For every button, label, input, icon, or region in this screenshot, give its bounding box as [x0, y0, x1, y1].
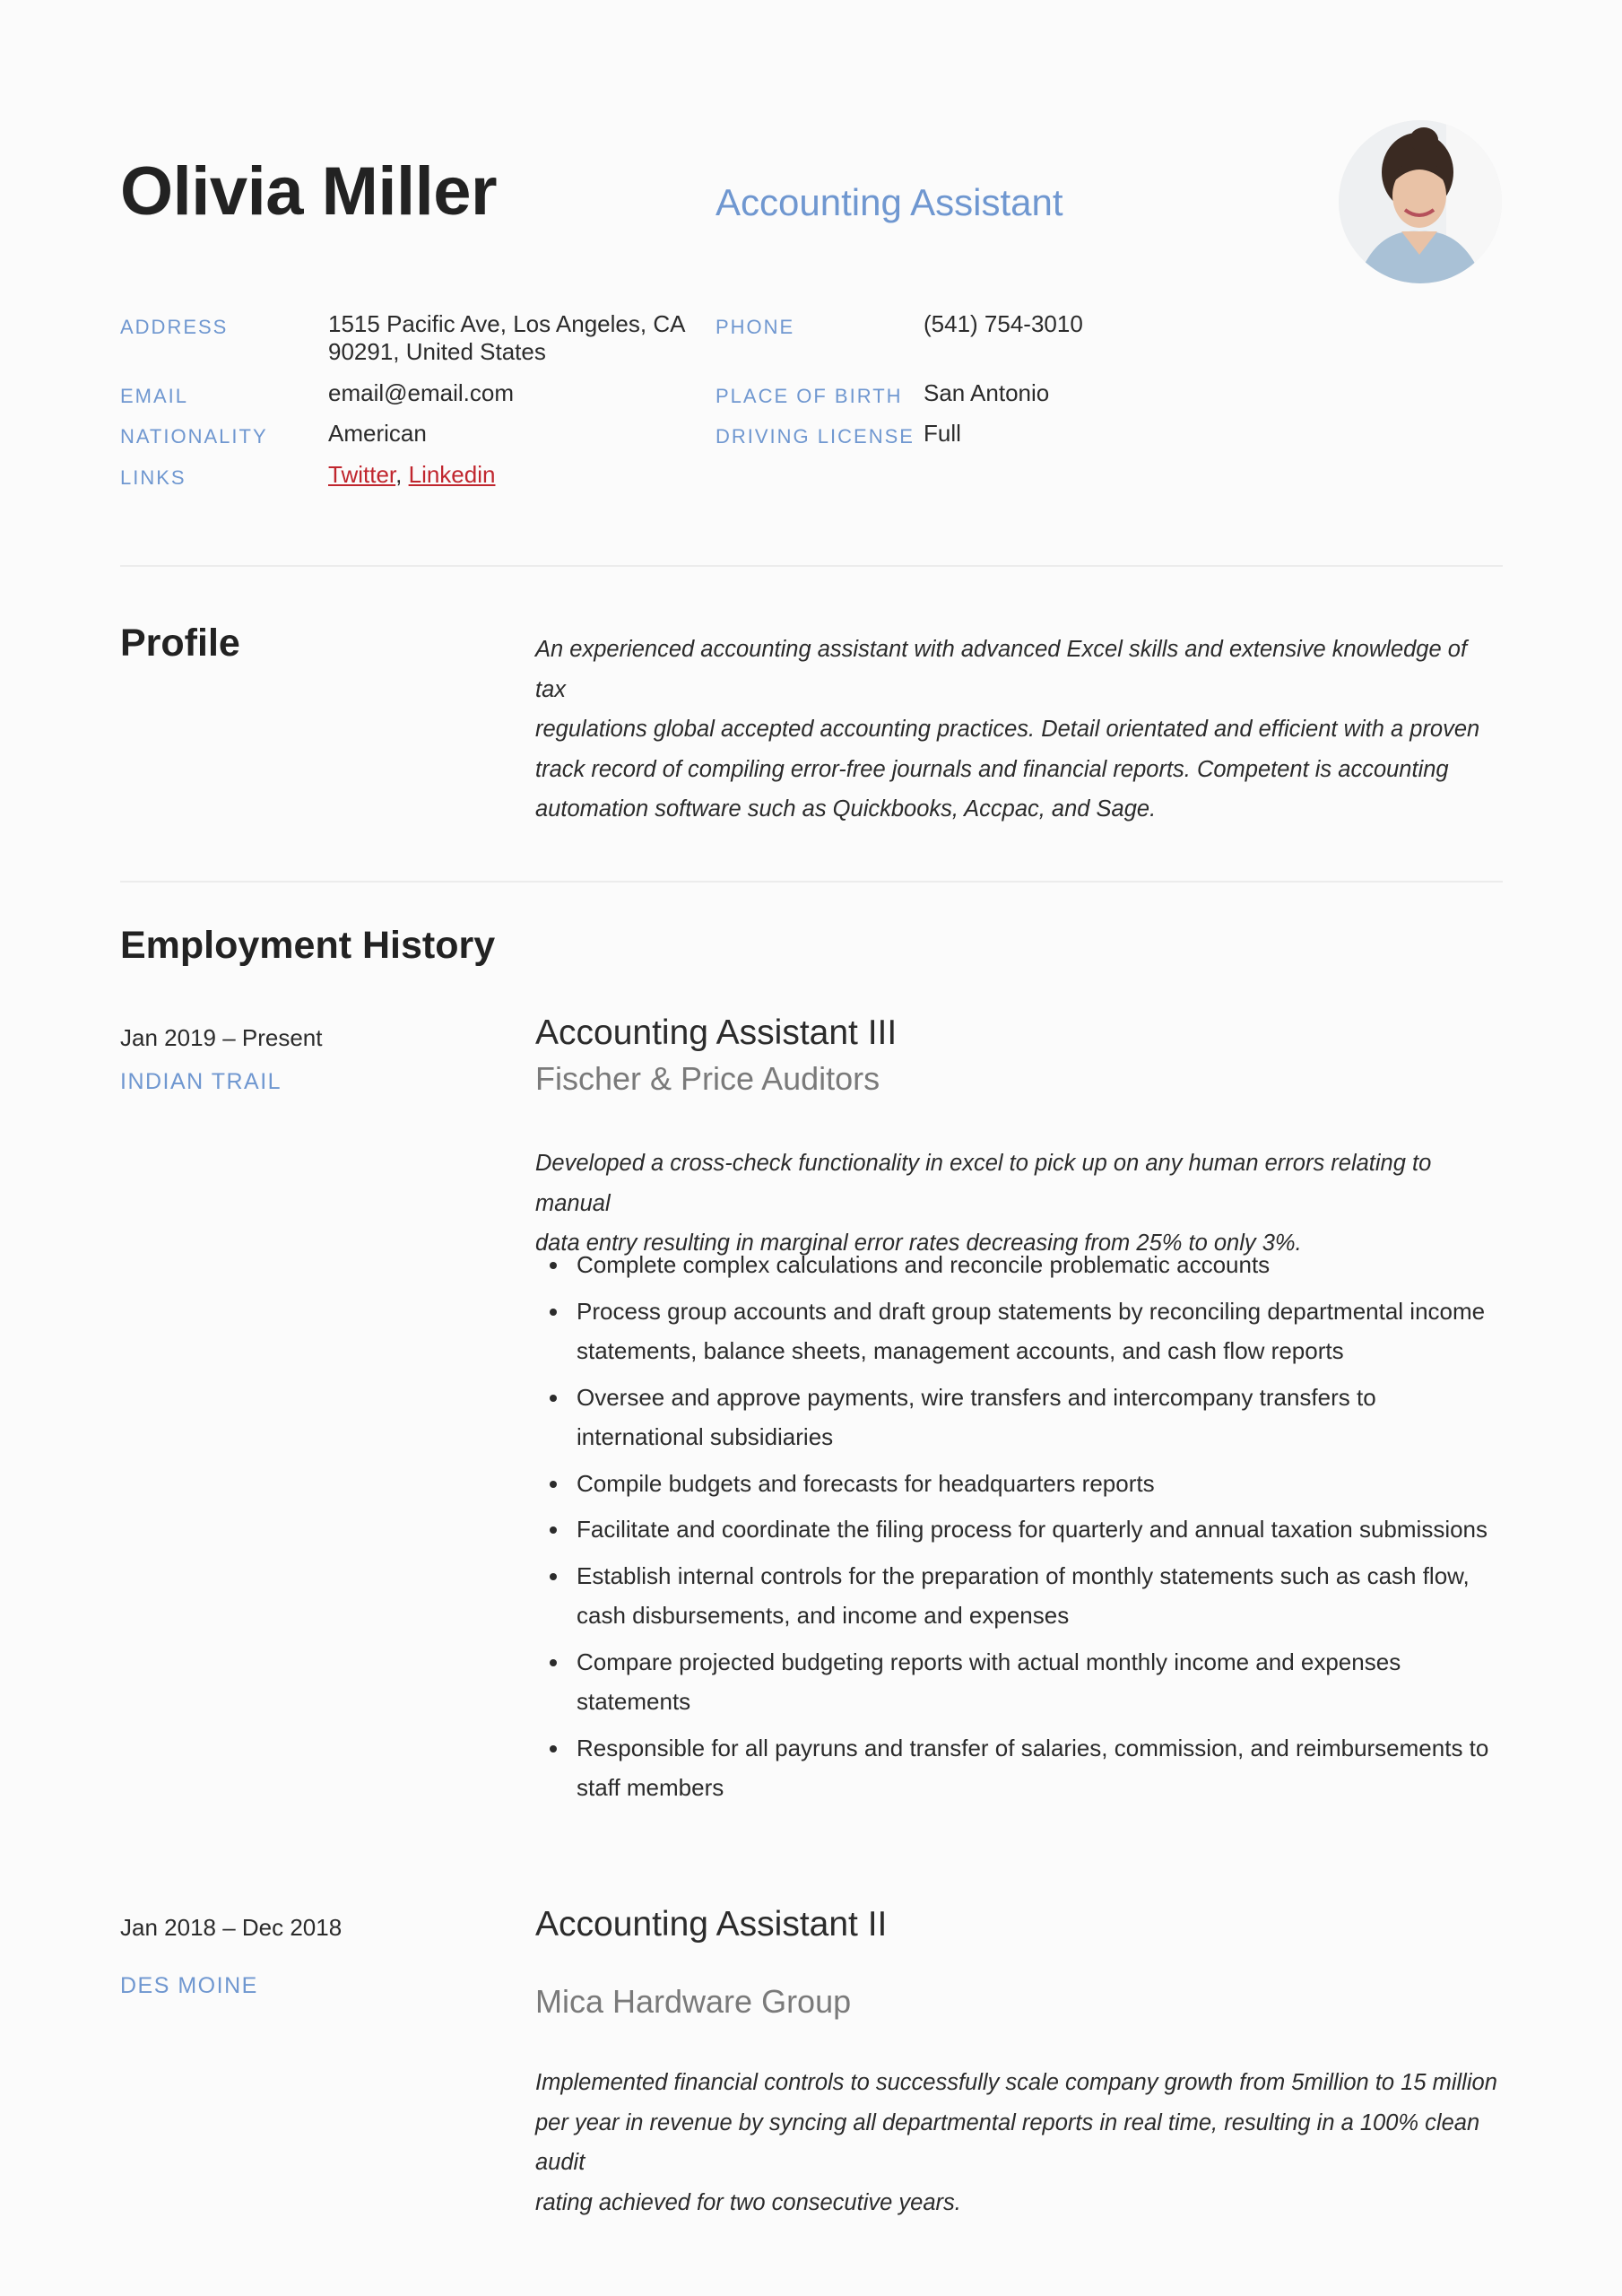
email-label: EMAIL: [120, 385, 189, 407]
address-line-1: 1515 Pacific Ave, Los Angeles, CA: [328, 310, 686, 337]
address-value: [328, 310, 685, 366]
job-summary-line: per year in revenue by syncing all departmental reports in real time, resulting in a 100% clean audit: [535, 2109, 1480, 2175]
profile-line: track record of compiling error-free journals and financial reports. Competent is accounting: [535, 756, 1449, 782]
job-summary-line: Developed a cross-check functionality in excel to pick up on any human errors relating to manual: [535, 1151, 1432, 1216]
candidate-name: Olivia Miller: [120, 153, 498, 230]
address-line-2: 90291, United States: [328, 338, 546, 365]
profile-line: automation software such as Quickbooks, Accpac, and Sage.: [535, 796, 1157, 822]
divider: [120, 565, 1503, 567]
phone-value: (541) 754-3010: [924, 310, 1083, 337]
list-item-line: Responsible for all payruns and transfer of salaries, commission, and reimbursements to: [577, 1734, 1489, 1761]
divider: [120, 881, 1503, 883]
job-responsibilities: [535, 1245, 1504, 1814]
links-label: LINKS: [120, 466, 186, 489]
nationality-label: NATIONALITY: [120, 425, 268, 448]
list-item: [535, 1245, 1504, 1285]
list-item-line: staff members: [577, 1774, 724, 1801]
job-summary-line: Implemented financial controls to successfully scale company growth from 5million to 15 million: [535, 2070, 1497, 2095]
job-dates: Jan 2019 – Present: [120, 1024, 323, 1051]
list-item: [535, 1642, 1504, 1722]
email-value: email@email.com: [328, 379, 514, 406]
job-company: Fischer & Price Auditors: [535, 1060, 880, 1097]
list-item-line: Compare projected budgeting reports with actual monthly income and expenses: [577, 1648, 1401, 1675]
profile-line: An experienced accounting assistant with advanced Excel skills and extensive knowledge of tax: [535, 637, 1468, 702]
driving-license-value: Full: [924, 420, 961, 447]
job-role: Accounting Assistant II: [535, 1905, 888, 1944]
list-item-line: statements, balance sheets, management accounts, and cash flow reports: [577, 1337, 1344, 1364]
list-item: [535, 1378, 1504, 1457]
employment-heading: Employment History: [120, 924, 496, 967]
job-role: Accounting Assistant III: [535, 1013, 898, 1052]
list-item-line: Facilitate and coordinate the filing process for quarterly and annual taxation submissions: [577, 1516, 1488, 1543]
driving-license-label: DRIVING LICENSE: [716, 425, 915, 448]
job-company: Mica Hardware Group: [535, 1983, 852, 2020]
links-separator: ,: [395, 461, 403, 488]
list-item-line: statements: [577, 1688, 691, 1715]
list-item: [535, 1464, 1504, 1504]
list-item-line: Establish internal controls for the preparation of monthly statements such as cash flow,: [577, 1561, 1470, 1589]
list-item: [535, 1509, 1504, 1550]
linkedin-link[interactable]: Linkedin: [408, 461, 496, 488]
twitter-link[interactable]: Twitter: [328, 461, 396, 488]
job-summary: [535, 2063, 1504, 2222]
links-value: [328, 461, 495, 489]
address-label: ADDRESS: [120, 316, 229, 338]
job-location: INDIAN TRAIL: [120, 1069, 282, 1094]
list-item: [535, 1728, 1504, 1808]
list-item: [535, 1292, 1504, 1371]
birthplace-value: San Antonio: [924, 379, 1050, 406]
birthplace-label: PLACE OF BIRTH: [716, 385, 903, 407]
candidate-title: Accounting Assistant: [716, 181, 1063, 223]
job-summary-line: data entry resulting in marginal error rates decreasing from 25% to only 3%.: [535, 1231, 1302, 1256]
profile-line: regulations global accepted accounting practices. Detail orientated and efficient with a proven: [535, 717, 1480, 742]
job-location: DES MOINE: [120, 1973, 258, 1998]
profile-summary: [535, 630, 1504, 830]
profile-photo: [1339, 120, 1502, 283]
phone-label: PHONE: [716, 316, 795, 338]
list-item-line: Process group accounts and draft group statements by reconciling departmental income: [577, 1297, 1486, 1325]
nationality-value: American: [328, 420, 427, 447]
list-item-line: cash disbursements, and income and expenses: [577, 1602, 1070, 1629]
list-item-line: Compile budgets and forecasts for headquarters reports: [577, 1469, 1155, 1497]
list-item-line: Complete complex calculations and reconcile problematic accounts: [577, 1251, 1271, 1278]
job-dates: Jan 2018 – Dec 2018: [120, 1914, 343, 1941]
list-item: [535, 1556, 1504, 1636]
list-item-line: international subsidiaries: [577, 1423, 834, 1450]
portrait-icon: [1339, 120, 1502, 283]
profile-heading: Profile: [120, 622, 240, 665]
job-summary-line: rating achieved for two consecutive years.: [535, 2189, 961, 2215]
list-item-line: Oversee and approve payments, wire transfers and intercompany transfers to: [577, 1383, 1376, 1411]
